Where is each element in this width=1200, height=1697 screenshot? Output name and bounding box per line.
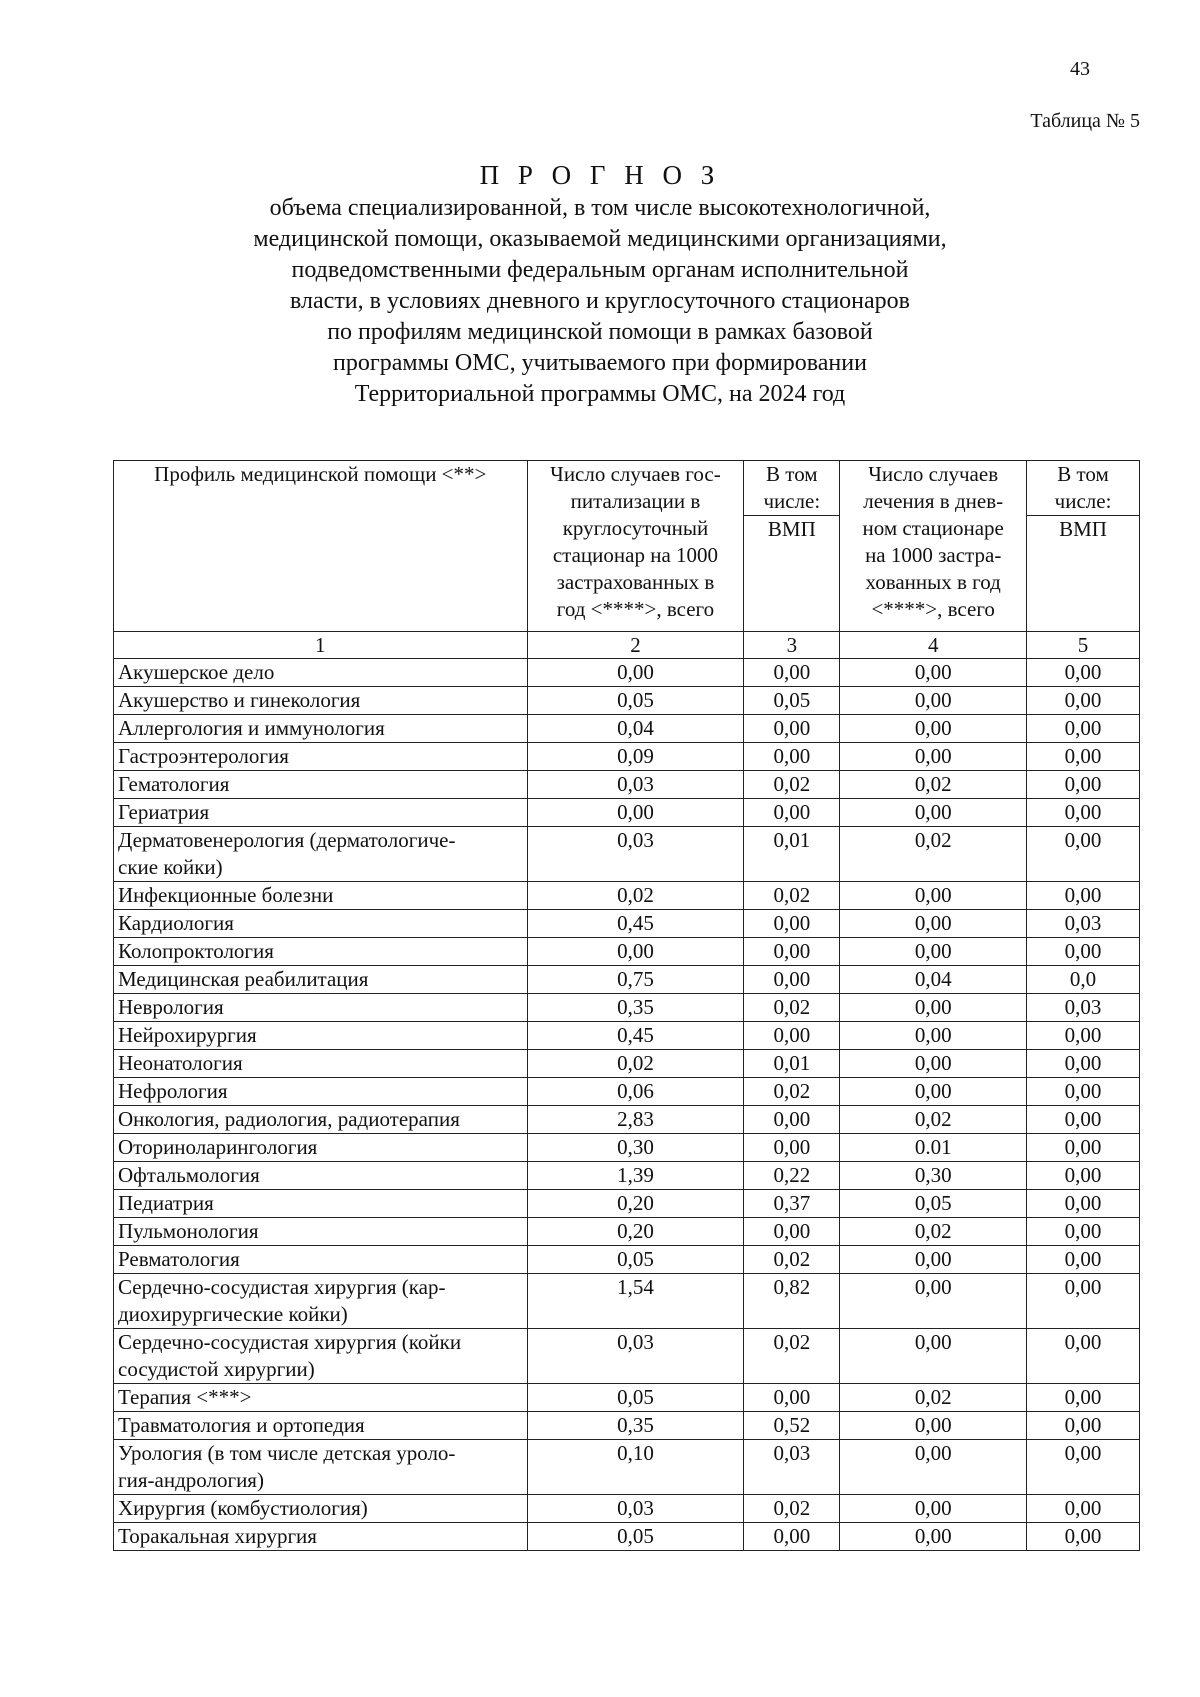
value-cell-c3: 0,00: [744, 715, 840, 743]
profile-name-cell: [114, 1246, 528, 1274]
column-number: 5: [1027, 632, 1140, 659]
header-vmp-label: ВМП: [744, 515, 839, 543]
column-number: 4: [840, 632, 1027, 659]
profile-name-line: Терапия <***>: [118, 1385, 252, 1409]
value-cell-c4: 0,02: [840, 827, 1027, 882]
value-cell-c3: 0,22: [744, 1162, 840, 1190]
table-body: [114, 659, 1140, 1551]
value-cell-c3: 0,02: [744, 994, 840, 1022]
value-cell-c5: 0,00: [1027, 1134, 1140, 1162]
value-cell-c4: 0,00: [840, 743, 1027, 771]
profile-name-line: гия-андрология): [118, 1468, 264, 1492]
profile-name-cell: [114, 687, 528, 715]
value-cell-c2: 0,35: [527, 994, 744, 1022]
table-row: [114, 1384, 1140, 1412]
subtitle-line: объема специализированной, в том числе высокотехнологичной,: [269, 195, 931, 221]
profile-name-line: Неврология: [118, 995, 224, 1019]
value-cell-c2: 0,03: [527, 771, 744, 799]
value-cell-c5: 0,00: [1027, 1495, 1140, 1523]
value-cell-c5: 0,00: [1027, 1440, 1140, 1495]
value-cell-c5: 0,00: [1027, 1218, 1140, 1246]
value-cell-c4: 0,00: [840, 1022, 1027, 1050]
value-cell-c4: 0,05: [840, 1190, 1027, 1218]
value-cell-c4: 0,00: [840, 1078, 1027, 1106]
table-row: [114, 771, 1140, 799]
profile-name-line: Гематология: [118, 772, 230, 796]
value-cell-c3: 0,02: [744, 1078, 840, 1106]
value-cell-c4: 0,00: [840, 1274, 1027, 1329]
subtitle-line: подведомственными федеральным органам исполнительной: [291, 257, 909, 283]
header-line: год <****>, всего: [556, 597, 715, 621]
profile-name-cell: [114, 1106, 528, 1134]
table-row: [114, 1134, 1140, 1162]
table-row: [114, 1078, 1140, 1106]
table-row: [114, 743, 1140, 771]
subtitle-line: по профилям медицинской помощи в рамках базовой: [327, 319, 873, 345]
value-cell-c2: 0,45: [527, 1022, 744, 1050]
value-cell-c4: 0,00: [840, 715, 1027, 743]
value-cell-c3: 0,00: [744, 938, 840, 966]
value-cell-c5: 0,00: [1027, 1050, 1140, 1078]
profile-name-cell: [114, 1329, 528, 1384]
value-cell-c5: 0,00: [1027, 715, 1140, 743]
value-cell-c3: 0,00: [744, 799, 840, 827]
value-cell-c4: 0.01: [840, 1134, 1027, 1162]
value-cell-c5: 0,00: [1027, 743, 1140, 771]
document-subtitle: [0, 193, 1200, 410]
profile-name-cell: [114, 1022, 528, 1050]
header-line: В том: [1057, 462, 1109, 486]
value-cell-c4: 0,00: [840, 1495, 1027, 1523]
profile-name-line: Сердечно-сосудистая хирургия (койки: [118, 1330, 462, 1354]
value-cell-c2: 0,02: [527, 882, 744, 910]
value-cell-c4: 0,02: [840, 1218, 1027, 1246]
value-cell-c2: 0,75: [527, 966, 744, 994]
profile-name-line: Неонатология: [118, 1051, 243, 1075]
value-cell-c2: 0,06: [527, 1078, 744, 1106]
header-line: питализации в: [570, 489, 701, 513]
table-row: [114, 938, 1140, 966]
profile-name-line: Пульмонология: [118, 1219, 259, 1243]
header-line: стационар на 1000: [552, 543, 719, 567]
value-cell-c2: 0,04: [527, 715, 744, 743]
value-cell-c2: 0,00: [527, 799, 744, 827]
table-row: [114, 910, 1140, 938]
title-block: [0, 160, 1200, 410]
profile-name-line: Офтальмология: [118, 1163, 260, 1187]
profile-name-line: Акушерство и гинекология: [118, 688, 361, 712]
table-row: [114, 994, 1140, 1022]
table-header-row: [114, 461, 1140, 632]
profile-name-cell: [114, 715, 528, 743]
value-cell-c5: 0,00: [1027, 882, 1140, 910]
header-profile: Профиль медицинской помощи <**>: [114, 461, 528, 632]
value-cell-c4: 0,00: [840, 659, 1027, 687]
value-cell-c3: 0,02: [744, 1246, 840, 1274]
value-cell-c4: 0,00: [840, 1440, 1027, 1495]
profile-name-line: Гериатрия: [118, 800, 210, 824]
header-line: на 1000 застра-: [865, 543, 1002, 567]
header-hospital-vmp: [744, 461, 840, 632]
value-cell-c2: 0,35: [527, 1412, 744, 1440]
profile-name-cell: [114, 1190, 528, 1218]
profile-name-cell: [114, 799, 528, 827]
value-cell-c3: 0,02: [744, 882, 840, 910]
subtitle-line: медицинской помощи, оказываемой медицинскими организациями,: [253, 226, 947, 252]
value-cell-c2: 0,05: [527, 1384, 744, 1412]
page-number: 43: [1070, 58, 1090, 80]
value-cell-c5: 0,03: [1027, 910, 1140, 938]
value-cell-c3: 0,02: [744, 771, 840, 799]
value-cell-c3: 0,82: [744, 1274, 840, 1329]
value-cell-c2: 0,20: [527, 1218, 744, 1246]
value-cell-c2: 0,30: [527, 1134, 744, 1162]
profile-name-cell: [114, 1274, 528, 1329]
value-cell-c4: 0,00: [840, 799, 1027, 827]
table-row: [114, 1274, 1140, 1329]
value-cell-c5: 0,00: [1027, 771, 1140, 799]
document-title: П Р О Г Н О З: [479, 160, 721, 190]
table-row: [114, 1523, 1140, 1551]
column-number: 2: [527, 632, 744, 659]
value-cell-c3: 0,00: [744, 1134, 840, 1162]
profile-name-cell: [114, 659, 528, 687]
profile-name-line: Хирургия (комбустиология): [118, 1496, 368, 1520]
value-cell-c2: 0,05: [527, 1246, 744, 1274]
table-row: [114, 1022, 1140, 1050]
value-cell-c4: 0,00: [840, 910, 1027, 938]
header-day-vmp: [1027, 461, 1140, 632]
profile-name-line: Инфекционные болезни: [118, 883, 334, 907]
header-line: застрахованных в: [556, 570, 715, 594]
header-line: хованных в год: [865, 570, 1001, 594]
column-number: 3: [744, 632, 840, 659]
profile-name-line: Педиатрия: [118, 1191, 214, 1215]
table-row: [114, 1218, 1140, 1246]
value-cell-c4: 0,02: [840, 1384, 1027, 1412]
table-row: [114, 715, 1140, 743]
profile-name-cell: [114, 1412, 528, 1440]
value-cell-c3: 0,02: [744, 1495, 840, 1523]
value-cell-c2: 0,03: [527, 1329, 744, 1384]
profile-name-line: сосудистой хирургии): [118, 1357, 315, 1381]
value-cell-c4: 0,00: [840, 1412, 1027, 1440]
header-line: ном стационаре: [862, 516, 1004, 540]
subtitle-line: власти, в условиях дневного и круглосуточного стационаров: [290, 288, 910, 314]
value-cell-c3: 0,52: [744, 1412, 840, 1440]
value-cell-c4: 0,00: [840, 938, 1027, 966]
column-number-row: [114, 632, 1140, 659]
subtitle-line: программы ОМС, учитываемого при формировании: [333, 350, 867, 376]
table-row: [114, 1106, 1140, 1134]
profile-name-line: Ревматология: [118, 1247, 240, 1271]
profile-name-line: Аллергология и иммунология: [118, 716, 385, 740]
value-cell-c3: 0,00: [744, 1106, 840, 1134]
value-cell-c2: 2,83: [527, 1106, 744, 1134]
value-cell-c4: 0,30: [840, 1162, 1027, 1190]
value-cell-c5: 0,00: [1027, 1162, 1140, 1190]
profile-name-line: Онкология, радиология, радиотерапия: [118, 1107, 460, 1131]
value-cell-c4: 0,00: [840, 994, 1027, 1022]
profile-name-cell: [114, 1384, 528, 1412]
table-row: [114, 1495, 1140, 1523]
value-cell-c4: 0,00: [840, 1246, 1027, 1274]
profile-name-cell: [114, 938, 528, 966]
value-cell-c3: 0,00: [744, 659, 840, 687]
value-cell-c3: 0,00: [744, 966, 840, 994]
value-cell-c5: 0,00: [1027, 1384, 1140, 1412]
table-row: [114, 1246, 1140, 1274]
header-line: <****>, всего: [871, 597, 995, 621]
profile-name-line: Нейрохирургия: [118, 1023, 257, 1047]
table-row: [114, 687, 1140, 715]
value-cell-c5: 0,00: [1027, 1106, 1140, 1134]
table-row: [114, 1050, 1140, 1078]
column-number: 1: [114, 632, 528, 659]
header-vmp-label: ВМП: [1027, 515, 1139, 543]
value-cell-c4: 0,00: [840, 1329, 1027, 1384]
value-cell-c2: 0,03: [527, 827, 744, 882]
forecast-table: [113, 460, 1140, 1551]
value-cell-c3: 0,03: [744, 1440, 840, 1495]
subtitle-line: Территориальной программы ОМС, на 2024 год: [354, 381, 846, 407]
profile-name-line: Оториноларингология: [118, 1135, 318, 1159]
value-cell-c2: 0,00: [527, 659, 744, 687]
value-cell-c2: 0,45: [527, 910, 744, 938]
profile-name-cell: [114, 1523, 528, 1551]
profile-name-line: Медицинская реабилитация: [118, 967, 369, 991]
value-cell-c5: 0,00: [1027, 1329, 1140, 1384]
header-line: Число случаев: [868, 462, 999, 486]
table-row: [114, 1440, 1140, 1495]
value-cell-c5: 0,00: [1027, 938, 1140, 966]
value-cell-c4: 0,00: [840, 1050, 1027, 1078]
profile-name-line: Акушерское дело: [118, 660, 275, 684]
value-cell-c3: 0,00: [744, 1384, 840, 1412]
table-row: [114, 827, 1140, 882]
header-line: числе:: [1054, 489, 1112, 513]
value-cell-c2: 0,03: [527, 1495, 744, 1523]
value-cell-c4: 0,00: [840, 687, 1027, 715]
profile-name-line: Травматология и ортопедия: [118, 1413, 365, 1437]
profile-name-line: ские койки): [118, 855, 223, 879]
value-cell-c3: 0,00: [744, 743, 840, 771]
value-cell-c5: 0,00: [1027, 799, 1140, 827]
profile-name-cell: [114, 1078, 528, 1106]
value-cell-c5: 0,00: [1027, 1246, 1140, 1274]
value-cell-c5: 0,00: [1027, 1523, 1140, 1551]
profile-name-cell: [114, 910, 528, 938]
table-row: [114, 882, 1140, 910]
header-line: В том: [766, 462, 818, 486]
profile-name-cell: [114, 1495, 528, 1523]
header-line: круглосуточный: [562, 516, 709, 540]
value-cell-c5: 0,00: [1027, 1190, 1140, 1218]
value-cell-c5: 0,00: [1027, 1078, 1140, 1106]
profile-name-cell: [114, 743, 528, 771]
value-cell-c5: 0,00: [1027, 1274, 1140, 1329]
value-cell-c4: 0,00: [840, 882, 1027, 910]
profile-name-cell: [114, 1162, 528, 1190]
table-row: [114, 799, 1140, 827]
profile-name-cell: [114, 771, 528, 799]
value-cell-c3: 0,01: [744, 1050, 840, 1078]
value-cell-c3: 0,00: [744, 1022, 840, 1050]
profile-name-cell: [114, 882, 528, 910]
value-cell-c3: 0,00: [744, 1523, 840, 1551]
value-cell-c3: 0,00: [744, 1218, 840, 1246]
value-cell-c2: 0,09: [527, 743, 744, 771]
value-cell-c2: 1,54: [527, 1274, 744, 1329]
table-row: [114, 1329, 1140, 1384]
header-line: Число случаев гос-: [550, 462, 721, 486]
profile-name-line: Урология (в том числе детская уроло-: [118, 1441, 456, 1465]
value-cell-c5: 0,00: [1027, 827, 1140, 882]
header-day-cases: [840, 461, 1027, 632]
value-cell-c5: 0,0: [1027, 966, 1140, 994]
header-line: лечения в днев-: [863, 489, 1004, 513]
table-label: Таблица № 5: [1030, 110, 1140, 132]
table-row: [114, 1190, 1140, 1218]
value-cell-c2: 1,39: [527, 1162, 744, 1190]
profile-name-line: Дерматовенерология (дерматологиче-: [118, 828, 456, 852]
value-cell-c3: 0,02: [744, 1329, 840, 1384]
profile-name-cell: [114, 1134, 528, 1162]
value-cell-c3: 0,00: [744, 910, 840, 938]
profile-name-line: Гастроэнтерология: [118, 744, 289, 768]
value-cell-c3: 0,05: [744, 687, 840, 715]
value-cell-c3: 0,37: [744, 1190, 840, 1218]
profile-name-line: диохирургические койки): [118, 1302, 348, 1326]
value-cell-c5: 0,00: [1027, 659, 1140, 687]
profile-name-line: Сердечно-сосудистая хирургия (кар-: [118, 1275, 446, 1299]
profile-name-line: Торакальная хирургия: [118, 1524, 317, 1548]
profile-name-cell: [114, 1440, 528, 1495]
value-cell-c4: 0,00: [840, 1523, 1027, 1551]
profile-name-line: Кардиология: [118, 911, 234, 935]
table-row: [114, 659, 1140, 687]
table-row: [114, 966, 1140, 994]
header-line: числе:: [763, 489, 821, 513]
value-cell-c5: 0,00: [1027, 687, 1140, 715]
value-cell-c2: 0,05: [527, 687, 744, 715]
profile-name-cell: [114, 994, 528, 1022]
value-cell-c2: 0,00: [527, 938, 744, 966]
profile-name-line: Нефрология: [118, 1079, 228, 1103]
value-cell-c2: 0,05: [527, 1523, 744, 1551]
value-cell-c2: 0,02: [527, 1050, 744, 1078]
value-cell-c2: 0,10: [527, 1440, 744, 1495]
header-hospital-cases: [527, 461, 744, 632]
profile-name-cell: [114, 966, 528, 994]
profile-name-cell: [114, 1050, 528, 1078]
table-row: [114, 1162, 1140, 1190]
profile-name-cell: [114, 827, 528, 882]
value-cell-c5: 0,03: [1027, 994, 1140, 1022]
value-cell-c3: 0,01: [744, 827, 840, 882]
table-row: [114, 1412, 1140, 1440]
value-cell-c2: 0,20: [527, 1190, 744, 1218]
value-cell-c5: 0,00: [1027, 1022, 1140, 1050]
profile-name-line: Колопроктология: [118, 939, 274, 963]
value-cell-c5: 0,00: [1027, 1412, 1140, 1440]
profile-name-cell: [114, 1218, 528, 1246]
value-cell-c4: 0,04: [840, 966, 1027, 994]
value-cell-c4: 0,02: [840, 1106, 1027, 1134]
value-cell-c4: 0,02: [840, 771, 1027, 799]
